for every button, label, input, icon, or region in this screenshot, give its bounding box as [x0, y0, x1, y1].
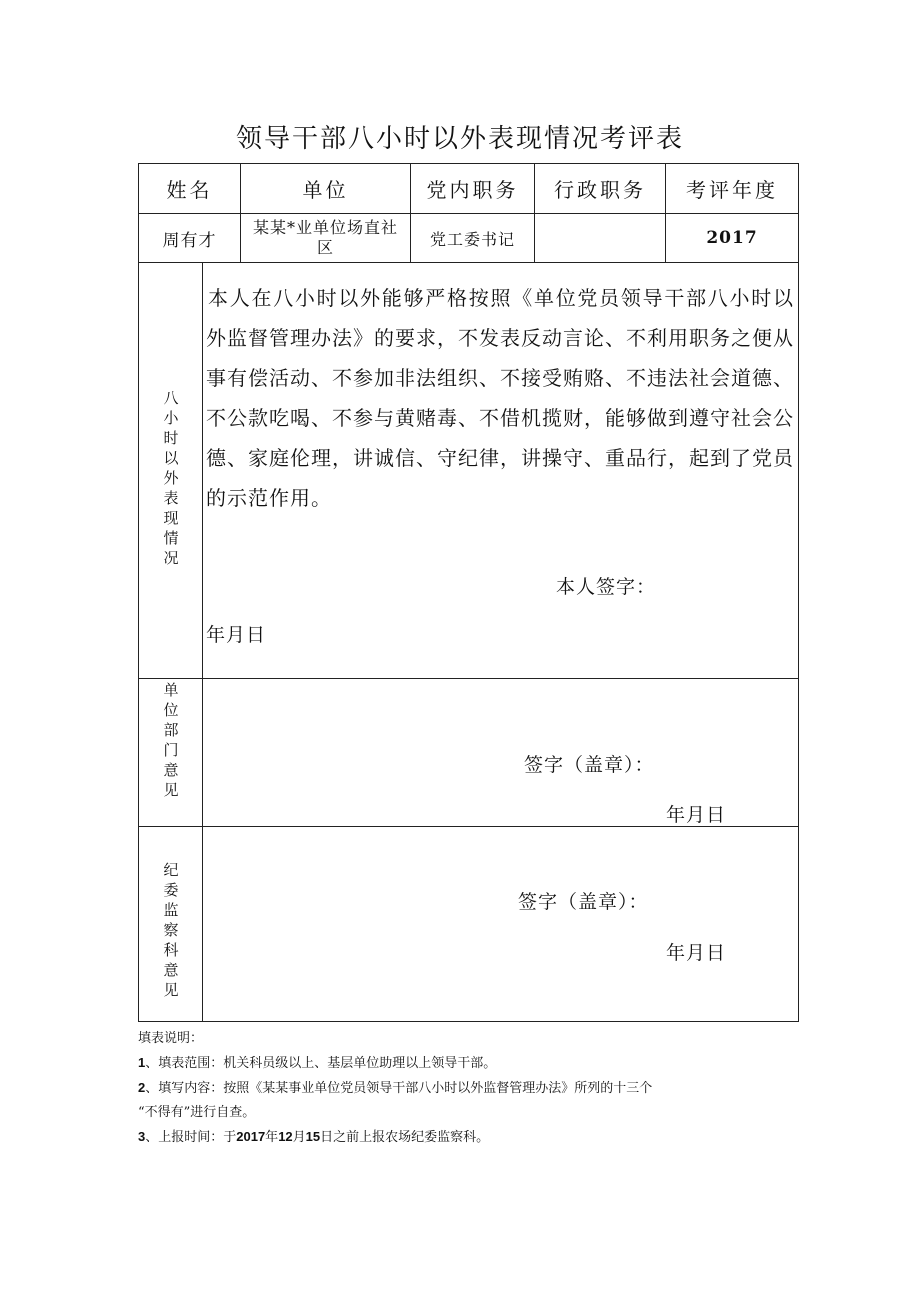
form-title: 领导干部八小时以外表现情况考评表	[235, 124, 684, 154]
value-unit	[241, 214, 410, 262]
value-name: 周有才	[162, 230, 217, 251]
label-performance: 八小时以外表现情况	[163, 389, 179, 567]
discipline-date: 年月日	[666, 942, 727, 964]
header-admin-position: 行政职务	[554, 178, 646, 202]
table-border-left	[138, 163, 139, 1022]
instruction-item-2: 2、填写内容：按照《某某事业单位党员领导干部八小时以外监督管理办法》所列的十三个	[138, 1080, 653, 1096]
table-border-bottom	[138, 1021, 799, 1022]
table-row-divider	[138, 262, 799, 263]
value-admin-position	[535, 214, 665, 262]
table-column-divider	[202, 262, 203, 1022]
performance-date: 年月日	[206, 624, 267, 646]
label-unit-opinion: 单位部门意见	[163, 681, 179, 799]
instruction-item-1: 1、填表范围：机关科员级以上、基层单位助理以上领导干部。	[138, 1055, 497, 1071]
unit-date: 年月日	[666, 804, 727, 826]
header-unit: 单位	[302, 178, 349, 202]
performance-statement: 本人在八小时以外能够严格按照《单位党员领导干部八小时以外监督管理办法》的要求，不发表反动言论、不利用职务之便从事有偿活动、不参加非法组织、不接受贿赂、不违法社会道德、不公款吃喝、不参与黄赌毒、不借机揽财，能够做到遵守社会公德、家庭伦理，讲诚信、守纪律，讲操守、重品行，起到了党员的示范作用。	[206, 286, 794, 510]
instruction-item-3: 3、上报时间：于2017年12月15日之前上报农场纪委监察科。	[138, 1129, 490, 1145]
instructions-heading: 填表说明：	[138, 1031, 204, 1046]
value-unit-line1: 某某*业单位场直社	[252, 218, 398, 237]
unit-signature-label: 签字（盖章）：	[524, 754, 655, 776]
header-party-position: 党内职务	[426, 178, 519, 202]
instruction-item-2-continued: “不得有”进行自查。	[138, 1105, 256, 1120]
table-row-divider	[138, 678, 799, 679]
value-party-position: 党工委书记	[429, 229, 515, 249]
table-border-right	[798, 163, 799, 1022]
header-name: 姓名	[166, 178, 213, 202]
self-signature-label: 本人签字：	[556, 576, 657, 598]
header-evaluation-year: 考评年度	[686, 178, 778, 202]
value-unit-line2: 区	[316, 238, 334, 257]
instructions	[138, 1027, 798, 1150]
value-evaluation-year: 2017	[706, 228, 758, 248]
discipline-signature-label: 签字（盖章）：	[518, 891, 649, 913]
label-discipline-opinion: 纪委监察科意见	[163, 861, 179, 999]
